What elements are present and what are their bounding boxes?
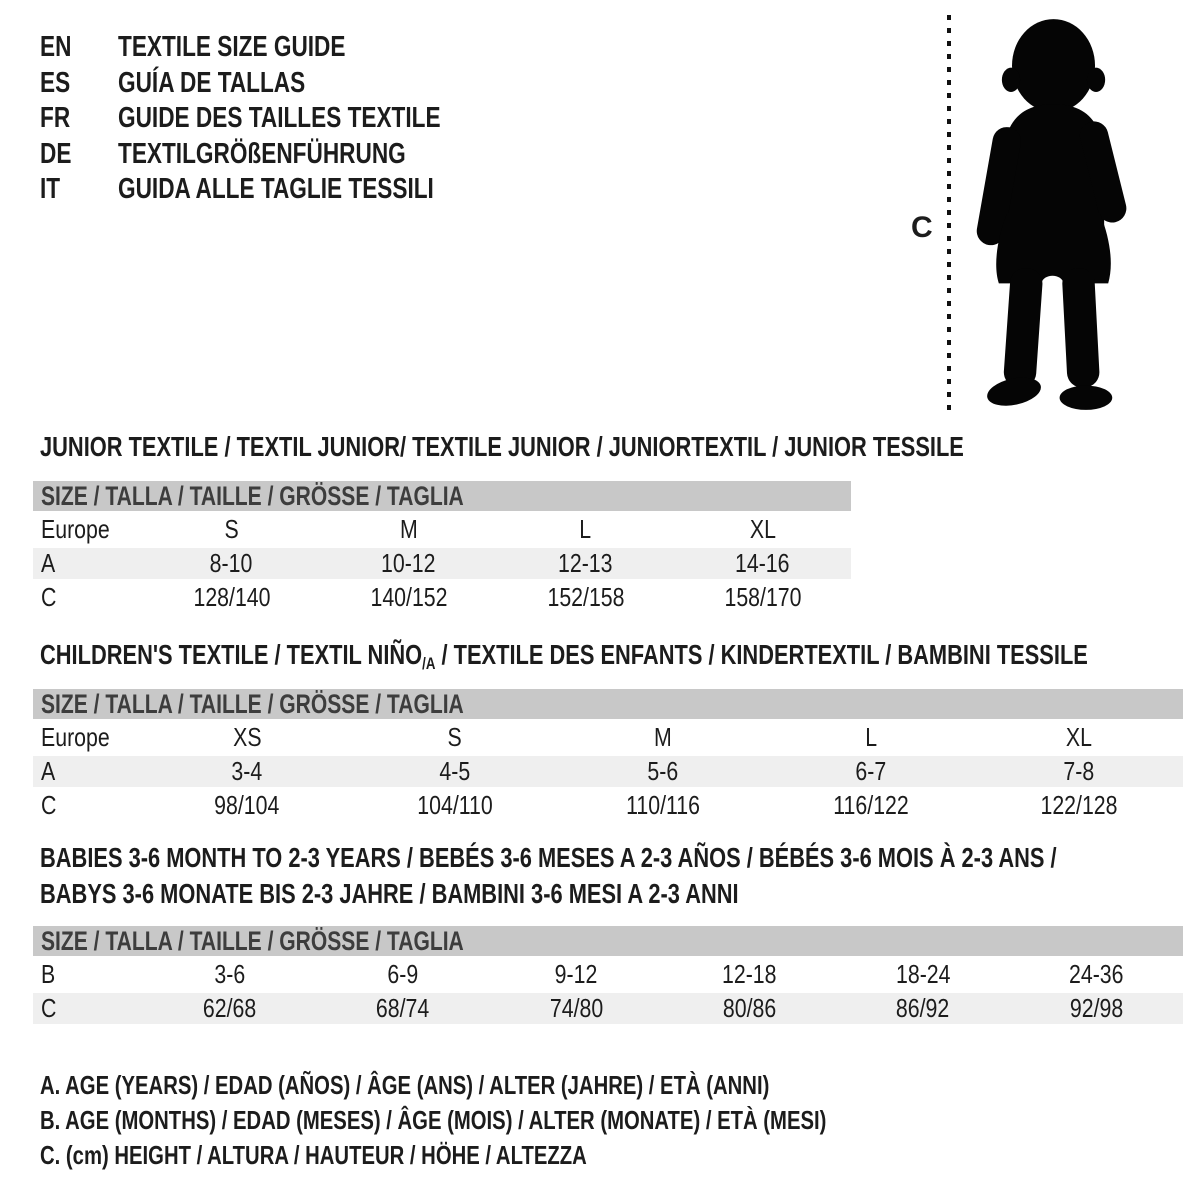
- value-cell: 86/92: [836, 992, 1009, 1026]
- row-label: A: [33, 547, 143, 581]
- legend-line-b: B. AGE (MONTHS) / EDAD (MESES) / ÂGE (MOIS) / ALTER (MONATE) / ETÀ (MESI): [40, 1105, 827, 1135]
- table-row-a: [33, 547, 851, 581]
- lang-title: GUÍA DE TALLAS: [118, 66, 306, 99]
- children-size-table: [33, 722, 1183, 824]
- value-cell: 3-6: [143, 959, 316, 992]
- size-row: [33, 722, 1183, 755]
- value-cell: 24-36: [1010, 959, 1183, 992]
- value-cell: 116/122: [767, 789, 975, 823]
- row-label: B: [33, 959, 143, 992]
- lang-title: GUIDA ALLE TAGLIE TESSILI: [118, 173, 434, 206]
- value-cell: 10-12: [320, 547, 497, 581]
- row-label: Europe: [33, 514, 143, 547]
- value-cell: 14-16: [674, 547, 851, 581]
- value-cell: 8-10: [143, 547, 320, 581]
- measure-label-c: C: [911, 211, 933, 244]
- height-measure-line: [945, 15, 953, 415]
- legend: [40, 1068, 1048, 1173]
- value-cell: 12-13: [497, 547, 674, 581]
- table-header-text: SIZE / TALLA / TAILLE / GRÖSSE / TAGLIA: [41, 481, 464, 511]
- section-title-children: [40, 640, 1200, 679]
- lang-row-es: [40, 66, 532, 102]
- table-header-text: SIZE / TALLA / TAILLE / GRÖSSE / TAGLIA: [41, 689, 464, 719]
- value-cell: 62/68: [143, 992, 316, 1026]
- value-cell: 110/116: [559, 789, 767, 823]
- value-cell: 140/152: [320, 581, 497, 615]
- row-label: C: [33, 789, 143, 823]
- babies-size-table-wrap: [33, 926, 1183, 1027]
- value-cell: 5-6: [559, 755, 767, 789]
- size-cell: S: [143, 514, 320, 547]
- value-cell: 74/80: [490, 992, 663, 1026]
- babies-size-table: [33, 959, 1183, 1027]
- toddler-silhouette-icon: [965, 13, 1140, 418]
- value-cell: 6-9: [316, 959, 489, 992]
- value-cell: 3-4: [143, 755, 351, 789]
- section-title-text: BABIES 3-6 MONTH TO 2-3 YEARS / BEBÉS 3-6 MESES A 2-3 AÑOS / BÉBÉS 3-6 MOIS À 2-3 ANS /: [40, 842, 1057, 873]
- value-cell: 158/170: [674, 581, 851, 615]
- table-header-bar: [33, 689, 1183, 719]
- lang-code: IT: [40, 173, 61, 206]
- size-cell: XL: [975, 722, 1183, 755]
- size-cell: XL: [674, 514, 851, 547]
- lang-code: ES: [40, 66, 71, 99]
- row-label: C: [33, 992, 143, 1026]
- size-cell: L: [497, 514, 674, 547]
- value-cell: 7-8: [975, 755, 1183, 789]
- value-cell: 92/98: [1010, 992, 1183, 1026]
- language-title-list: [40, 30, 532, 208]
- table-row-c: [33, 789, 1183, 823]
- section-title-junior: [40, 432, 1200, 462]
- value-cell: 9-12: [490, 959, 663, 992]
- value-cell: 152/158: [497, 581, 674, 615]
- size-cell: XS: [143, 722, 351, 755]
- section-title-text: JUNIOR TEXTILE / TEXTIL JUNIOR/ TEXTILE JUNIOR / JUNIORTEXTIL / JUNIOR TESSILE: [40, 431, 964, 462]
- lang-code: DE: [40, 137, 72, 170]
- legend-line-c: C. (cm) HEIGHT / ALTURA / HAUTEUR / HÖHE / ALTEZZA: [40, 1140, 587, 1170]
- table-row-a: [33, 755, 1183, 789]
- height-measure-figure: [903, 13, 1153, 421]
- size-cell: M: [320, 514, 497, 547]
- value-cell: 18-24: [836, 959, 1009, 992]
- row-label: C: [33, 581, 143, 615]
- value-cell: 128/140: [143, 581, 320, 615]
- value-cell: 98/104: [143, 789, 351, 823]
- value-cell: 122/128: [975, 789, 1183, 823]
- lang-title: TEXTILE SIZE GUIDE: [118, 31, 346, 64]
- table-row-c: [33, 992, 1183, 1026]
- junior-size-table: [33, 514, 851, 616]
- value-cell: 104/110: [351, 789, 559, 823]
- size-row: [33, 514, 851, 547]
- section-title-babies: [40, 843, 1200, 915]
- junior-size-table-wrap: [33, 481, 851, 616]
- lang-row-it: [40, 172, 532, 208]
- size-cell: L: [767, 722, 975, 755]
- lang-row-en: [40, 30, 532, 66]
- title-subscript: /A: [422, 654, 436, 673]
- lang-row-fr: [40, 101, 532, 137]
- value-cell: 80/86: [663, 992, 836, 1026]
- table-row-c: [33, 581, 851, 615]
- children-size-table-wrap: [33, 689, 1183, 824]
- lang-title: TEXTILGRÖßENFÜHRUNG: [118, 137, 406, 170]
- table-header-text: SIZE / TALLA / TAILLE / GRÖSSE / TAGLIA: [41, 926, 464, 956]
- section-title-text: BABYS 3-6 MONATE BIS 2-3 JAHRE / BAMBINI 3-6 MESI A 2-3 ANNI: [40, 878, 739, 909]
- size-cell: S: [351, 722, 559, 755]
- value-cell: 68/74: [316, 992, 489, 1026]
- table-row-b: [33, 959, 1183, 992]
- lang-row-de: [40, 137, 532, 173]
- value-cell: 6-7: [767, 755, 975, 789]
- value-cell: 4-5: [351, 755, 559, 789]
- lang-title: GUIDE DES TAILLES TEXTILE: [118, 102, 441, 135]
- row-label: A: [33, 755, 143, 789]
- table-header-bar: [33, 481, 851, 511]
- section-title-text: CHILDREN'S TEXTILE / TEXTIL NIÑO/A / TEXTILE DES ENFANTS / KINDERTEXTIL / BAMBINI TESSILE: [40, 639, 1088, 673]
- table-header-bar: [33, 926, 1183, 956]
- lang-code: EN: [40, 31, 72, 64]
- size-cell: M: [559, 722, 767, 755]
- value-cell: 12-18: [663, 959, 836, 992]
- row-label: Europe: [33, 722, 143, 755]
- legend-line-a: A. AGE (YEARS) / EDAD (AÑOS) / ÂGE (ANS) / ALTER (JAHRE) / ETÀ (ANNI): [40, 1070, 770, 1100]
- lang-code: FR: [40, 102, 71, 135]
